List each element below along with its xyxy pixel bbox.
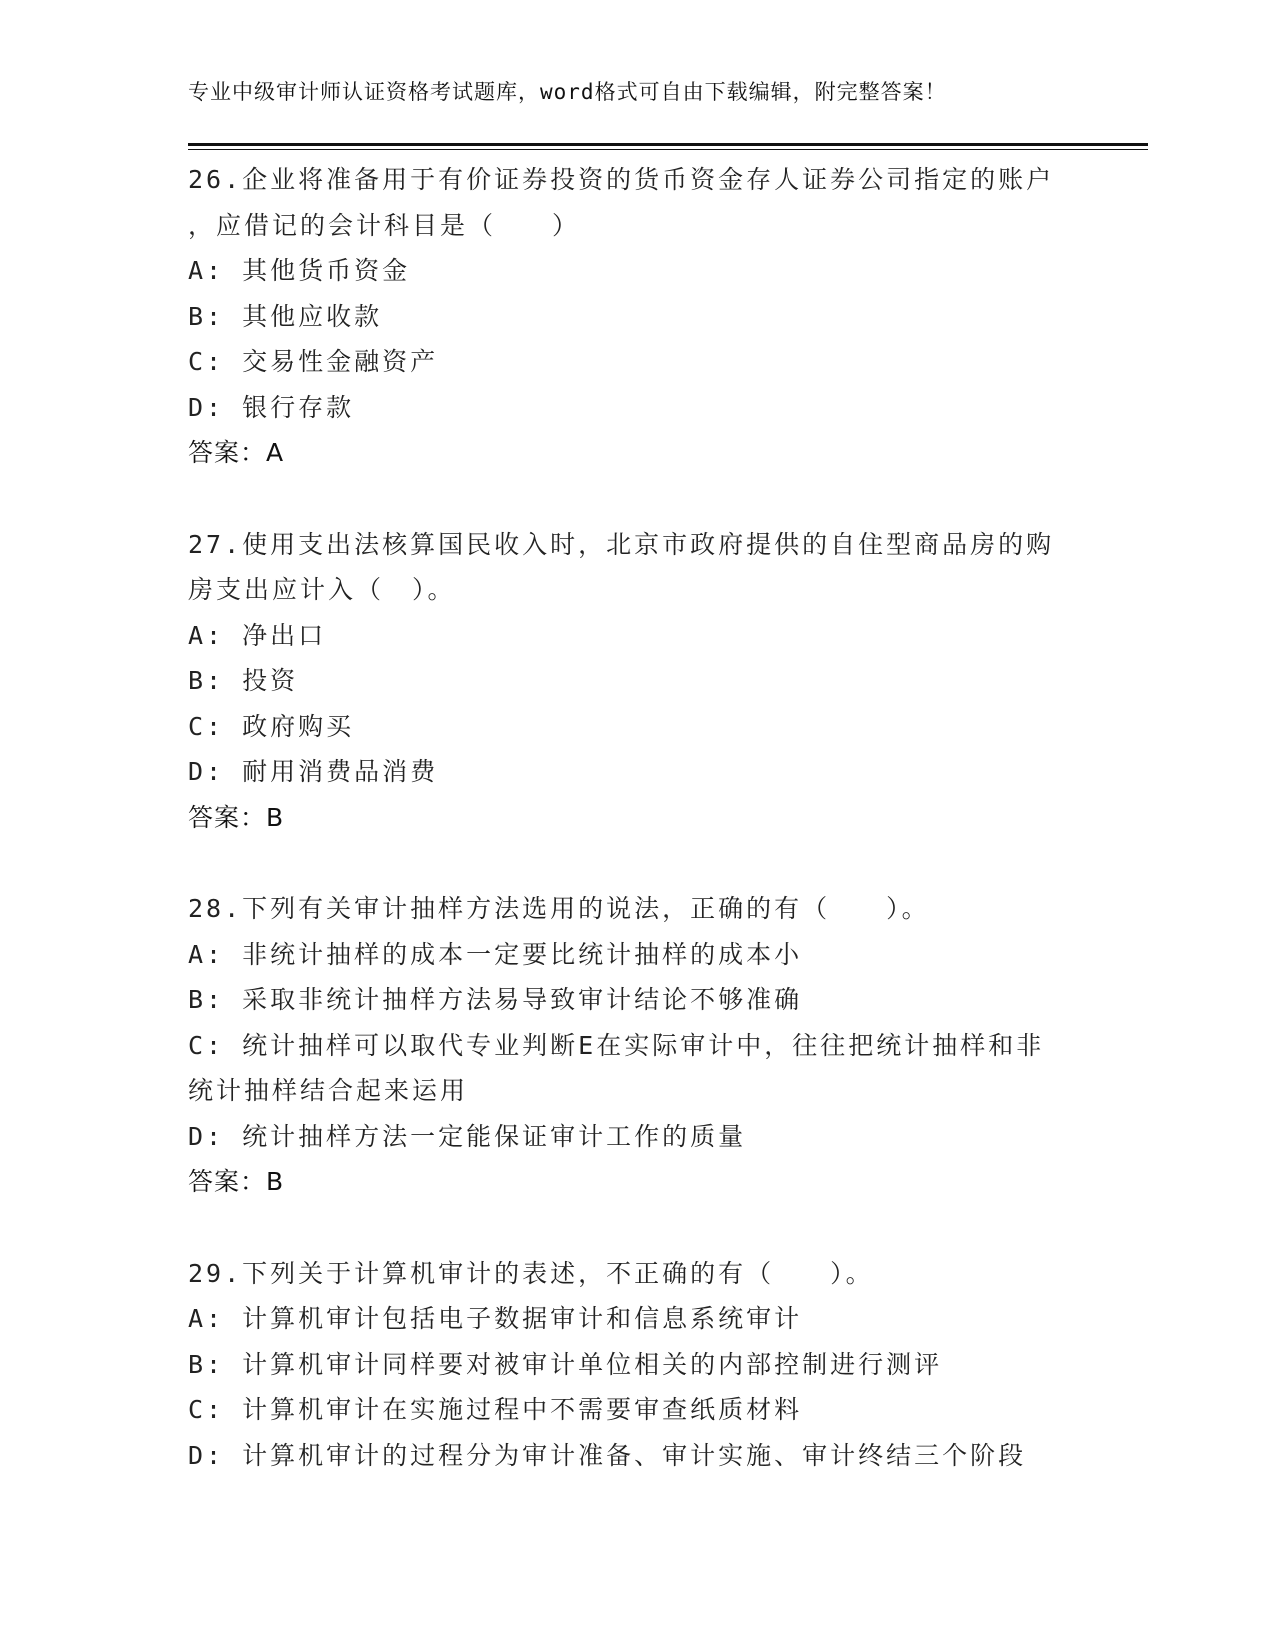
option-c: C: 政府购买 <box>188 711 355 741</box>
question-28 <box>188 886 1088 1205</box>
option-b: B: 投资 <box>188 666 299 695</box>
question-26 <box>188 157 1088 476</box>
question-stem: 28.下列有关审计抽样方法选用的说法，正确的有（ ）。 <box>188 894 930 923</box>
question-stem: 房支出应计入（ ）。 <box>188 575 456 604</box>
question-list <box>188 157 1088 1524</box>
answer: 答案：B <box>188 1167 285 1196</box>
option-a: A: 非统计抽样的成本一定要比统计抽样的成本小 <box>188 939 803 969</box>
question-29 <box>188 1251 1088 1479</box>
question-stem: ，应借记的会计科目是（ ） <box>188 210 581 240</box>
answer: 答案：A <box>188 438 285 467</box>
page-header: 专业中级审计师认证资格考试题库，word格式可自由下载编辑，附完整答案！ <box>188 80 947 104</box>
option-c: C: 计算机审计在实施过程中不需要审查纸质材料 <box>188 1395 803 1424</box>
question-stem: 26.企业将准备用于有价证券投资的货币资金存人证券公司指定的账户 <box>188 165 1055 194</box>
question-stem: 29.下列关于计算机审计的表述，不正确的有（ ）。 <box>188 1258 874 1288</box>
option-d: D: 计算机审计的过程分为审计准备、审计实施、审计终结三个阶段 <box>188 1440 1027 1470</box>
header-divider-thick <box>188 143 1148 146</box>
option-d: D: 统计抽样方法一定能保证审计工作的质量 <box>188 1121 747 1151</box>
option-a: A: 计算机审计包括电子数据审计和信息系统审计 <box>188 1304 803 1333</box>
option-a: A: 其他货币资金 <box>188 256 411 285</box>
option-b: B: 计算机审计同样要对被审计单位相关的内部控制进行测评 <box>188 1349 943 1379</box>
question-27 <box>188 522 1088 841</box>
header-divider-thin <box>188 149 1148 150</box>
option-c-continued: 统计抽样结合起来运用 <box>188 1076 469 1105</box>
option-a: A: 净出口 <box>188 620 327 650</box>
option-d: D: 银行存款 <box>188 392 355 422</box>
option-b: B: 采取非统计抽样方法易导致审计结论不够准确 <box>188 985 803 1014</box>
question-stem: 27.使用支出法核算国民收入时，北京市政府提供的自住型商品房的购 <box>188 529 1055 559</box>
option-c: C: 交易性金融资产 <box>188 347 439 376</box>
option-d: D: 耐用消费品消费 <box>188 757 439 786</box>
option-c: C: 统计抽样可以取代专业判断E在实际审计中，往往把统计抽样和非 <box>188 1030 1045 1060</box>
option-b: B: 其他应收款 <box>188 301 383 331</box>
answer: 答案：B <box>188 802 285 832</box>
